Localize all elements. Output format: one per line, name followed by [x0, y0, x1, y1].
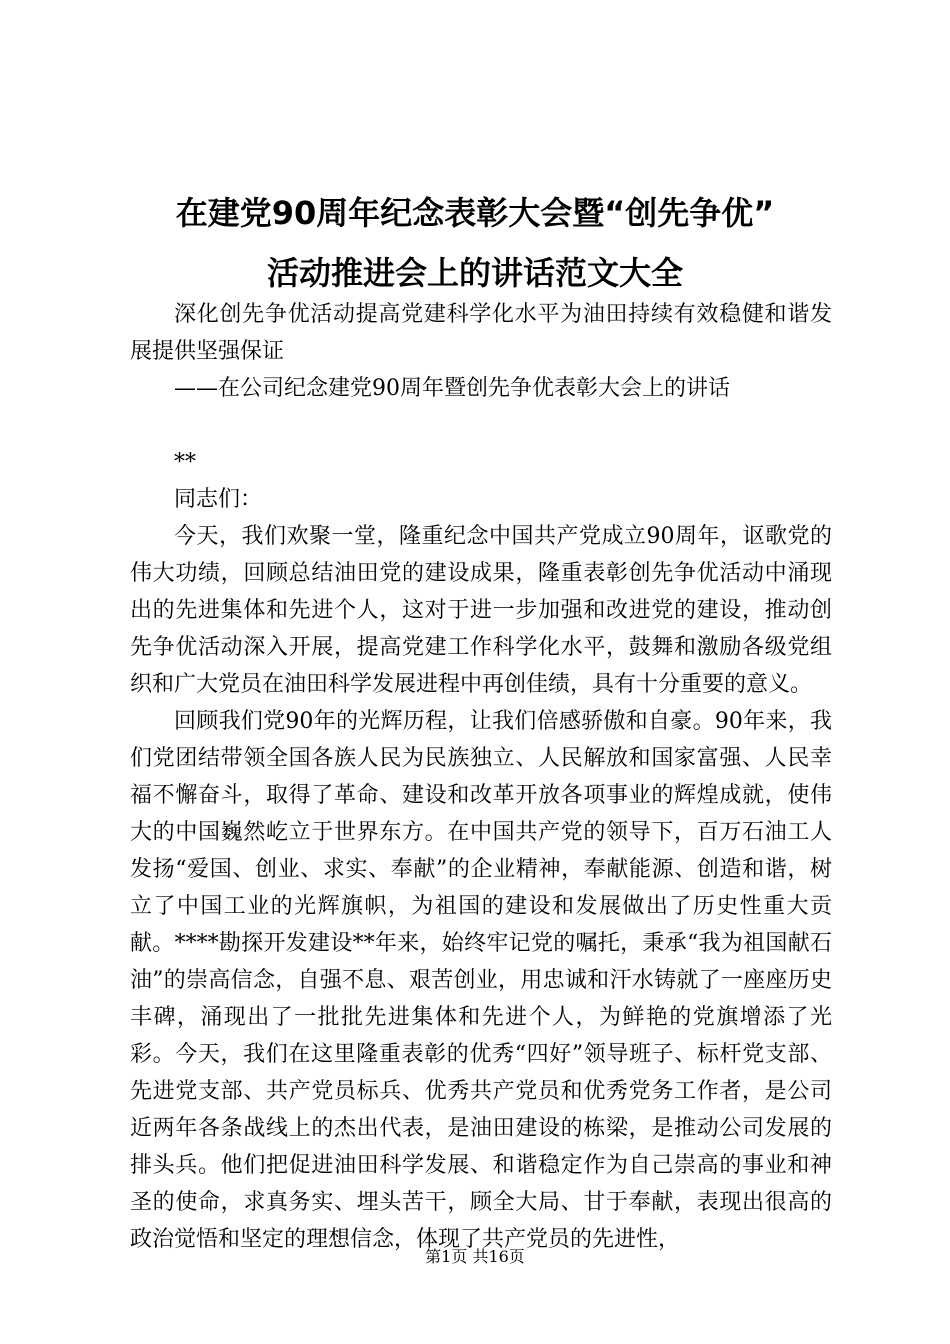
- document-body: [130, 296, 832, 1258]
- document-title-line-2: 活动推进会上的讲话范文大全: [266, 254, 683, 292]
- subtitle: 深化创先争优活动提高党建科学化水平为油田持续有效稳健和谐发展提供坚强保证: [130, 302, 832, 364]
- paragraph: 回顾我们党90年的光辉历程，让我们倍感骄傲和自豪。90年来，我们党团结带领全国各族人民为民族独立、人民解放和国家富强、人民幸福不懈奋斗，取得了革命、建设和改革开放各项事业的辉煌成就，使伟大的中国巍然屹立于世界东方。在中国共产党的领导下，百万石油工人发扬“爱国、创业、求实、奉献”的企业精神，奉献能源、创造和谐，树立了中国工业的光辉旗帜，为祖国的建设和发展做出了历史性重大贡献。****勘探开发建设**年来，始终牢记党的嘱托，秉承“我为祖国献石油”的崇高信念，自强不息、艰苦创业，用忠诚和汗水铸就了一座座历史丰碑，涌现出了一批批先进集体和先进个人，为鲜艳的党旗增添了光彩。今天，我们在这里隆重表彰的优秀“四好”领导班子、标杆党支部、先进党支部、共产党员标兵、优秀共产党员和优秀党务工作者，是公司近两年各条战线上的杰出代表，是油田建设的栋梁，是推动公司发展的排头兵。他们把促进油田科学发展、和谐稳定作为自己崇高的事业和神圣的使命，求真务实、埋头苦干，顾全大局、甘于奉献，表现出很高的政治觉悟和坚定的理想信念，体现了共产党员的先进性，: [130, 709, 832, 1252]
- page-footer: 第1页 共16页: [425, 1247, 525, 1266]
- byline: ——在公司纪念建党90周年暨创先争优表彰大会上的讲话: [174, 376, 730, 401]
- author: **: [174, 450, 196, 475]
- document-title-line-1: 在建党90周年纪念表彰大会暨“创先争优”: [175, 194, 775, 232]
- salutation: 同志们：: [174, 487, 263, 512]
- paragraph: 今天，我们欢聚一堂，隆重纪念中国共产党成立90周年，讴歌党的伟大功绩，回顾总结油田党的建设成果，隆重表彰创先争优活动中涌现出的先进集体和先进个人，这对于进一步加强和改进党的建设，推动创先争优活动深入开展，提高党建工作科学化水平，鼓舞和激励各级党组织和广大党员在油田科学发展进程中再创佳绩，具有十分重要的意义。: [130, 524, 832, 697]
